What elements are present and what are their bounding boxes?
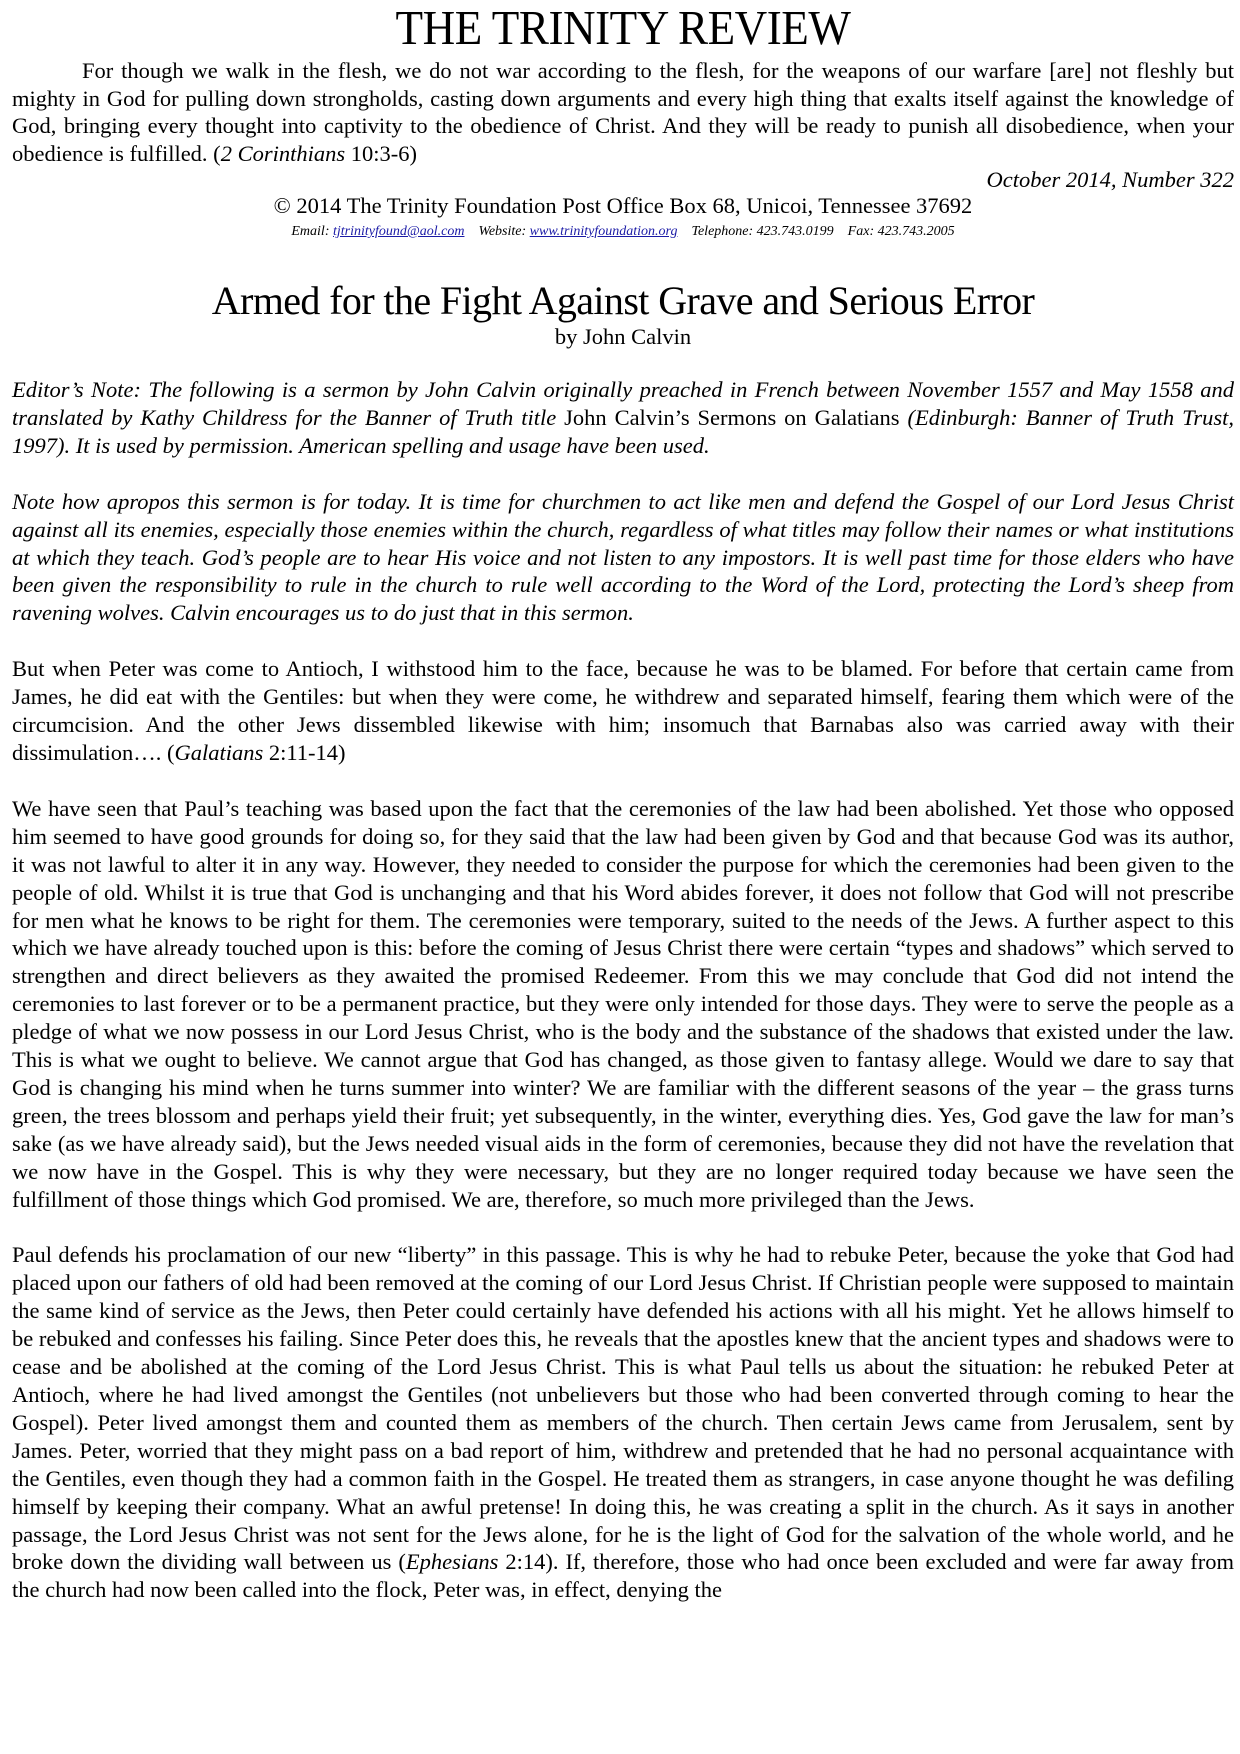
masthead-title: THE TRINITY REVIEW	[395, 0, 851, 55]
issue-dateline: October 2014, Number 322	[986, 167, 1234, 192]
epigraph-ref-book: 2 Corinthians	[220, 140, 346, 166]
scripture-text: But when Peter was come to Antioch, I withstood him to the face, because he was to be blamed. For before that certain came from James, he did eat with the Gentiles: but when they were come, he withdrew and separated himself, fearing them which were of the circumcision. And the other Jews dissembled likewise with him; insomuch that Barnabas also was carried away with their dissimulation…. (	[12, 656, 1234, 765]
scripture-passage	[12, 655, 1234, 767]
editor-note-book-title: John Calvin’s Sermons on Galatians	[564, 404, 900, 430]
epigraph	[12, 57, 1234, 167]
epigraph-ref-verse: 10:3-6)	[350, 140, 417, 166]
scripture-ref-book: Galatians	[174, 739, 264, 765]
email-label: Email:	[291, 224, 333, 239]
editor-note-p1-b: (Edinburgh: Banner of Truth Trust, 1997). It is used by permission. American spelling and usage have been used.	[12, 404, 1234, 458]
telephone: Telephone: 423.743.0199	[691, 224, 834, 239]
epigraph-text: For though we walk in the flesh, we do not war according to the flesh, for the weapons of our warfare [are] not fleshly but mighty in God for pulling down strongholds, casting down arguments and every high thing that exalts itself against the knowledge of God, bringing every thought into captivity to the obedience of Christ. And they will be ready to punish all disobedience, when your obedience is fulfilled. (	[12, 58, 1234, 166]
body-paragraph-1: We have seen that Paul’s teaching was based upon the fact that the ceremonies of the law had been abolished. Yet those who opposed him seemed to have good grounds for doing so, for they said that the law had been given by God and that because God was its author, it was not lawful to alter it in any way. However, they needed to consider the purpose for which the ceremonies had been given to the people of old. Whilst it is true that God is unchanging and that his Word abides forever, it does not follow that God will not prescribe for men what he knows to be right for them. The ceremonies were temporary, suited to the needs of the Jews. A further aspect to this which we have already touched upon is this: before the coming of Jesus Christ there were certain “types and shadows” which served to strengthen and direct believers as they awaited the promised Redeemer. From this we may conclude that God did not intend the ceremonies to last forever or to be a permanent practice, but they were only intended for those days. They were to serve the people as a pledge of what we now possess in our Lord Jesus Christ, who is the body and the substance of the shadows that existed under the law. This is what we ought to believe. We cannot argue that God has changed, as those given to fantasy allege. Would we dare to say that God is changing his mind when he turns summer into winter? We are familiar with the different seasons of the year – the grass turns green, the trees blossom and perhaps yield their fruit; yet subsequently, in the winter, everything dies. Yes, God gave the law for man’s sake (as we have already said), but the Jews needed visual aids in the form of ceremonies, because they did not have the revelation that we now have in the Gospel. This is why they were necessary, but they are no longer required today because we have seen the fulfillment of those things which God promised. We are, therefore, so much more privileged than the Jews.	[12, 795, 1234, 1212]
body-p2-a: Paul defends his proclamation of our new “liberty” in this passage. This is why he had to rebuke Peter, because the yoke that God had placed upon our fathers of old had been removed at the coming of our Lord Jesus Christ. If Christian people were supposed to maintain the same kind of service as the Jews, then Peter could certainly have defended his actions with all his might. Yet he allows himself to be rebuked and confesses his failing. Since Peter does this, he reveals that the apostles knew that the ancient types and shadows were to cease and be abolished at the coming of the Lord Jesus Christ. This is what Paul tells us about the situation: he rebuked Peter at Antioch, where he had lived amongst the Gentiles (not unbelievers but those who had been converted through coming to hear the Gospel). Peter lived amongst them and counted them as members of the church. Then certain Jews came from Jerusalem, sent by James. Peter, worried that they might pass on a bad report of him, withdrew and pretended that he had no personal acquaintance with the Gentiles, even though they had a common faith in the Gospel. He treated them as strangers, in case anyone thought he was defiling himself by keeping their company. What an awful pretense! In doing this, he was creating a split in the church. As it says in another passage, the Lord Jesus Christ was not sent for the Jews alone, for he is the light of God for the salvation of the whole world, and he broke down the dividing wall between us (	[12, 1242, 1234, 1575]
email-link[interactable]: tjtrinityfound@aol.com	[332, 224, 465, 239]
fax: Fax: 423.743.2005	[847, 224, 955, 239]
editor-note-paragraph-1	[12, 376, 1234, 460]
document-page	[12, 0, 1234, 1604]
contact-line	[12, 222, 1234, 242]
body-paragraph-2	[12, 1241, 1234, 1604]
website-link[interactable]: www.trinityfoundation.org	[529, 224, 678, 239]
website-label: Website:	[478, 224, 530, 239]
body-p2-b: 2:14). If, therefore, those who had once been excluded and were far away from the church had now been called into the flock, Peter was, in effect, denying the	[12, 1549, 1234, 1603]
copyright-line: © 2014 The Trinity Foundation Post Office Box 68, Unicoi, Tennessee 37692	[273, 193, 973, 218]
article-title: Armed for the Fight Against Grave and Serious Error	[211, 278, 1035, 323]
editor-note-p1-a: Editor’s Note: The following is a sermon by John Calvin originally preached in French between November 1557 and May 1558 and translated by Kathy Childress for the Banner of Truth title	[12, 377, 1234, 430]
scripture-ref-verse: 2:11-14)	[268, 739, 346, 765]
article-byline: by John Calvin	[554, 324, 692, 349]
body-p2-ref-book: Ephesians	[405, 1549, 499, 1575]
editor-note-paragraph-2: Note how apropos this sermon is for today. It is time for churchmen to act like men and defend the Gospel of our Lord Jesus Christ against all its enemies, especially those enemies within the church, regardless of what titles may follow their names or what institutions at which they teach. God’s people are to hear His voice and not listen to any impostors. It is well past time for those elders who have been given the responsibility to rule in the church to rule well according to the Word of the Lord, protecting the Lord’s sheep from ravening wolves. Calvin encourages us to do just that in this sermon.	[12, 488, 1234, 626]
